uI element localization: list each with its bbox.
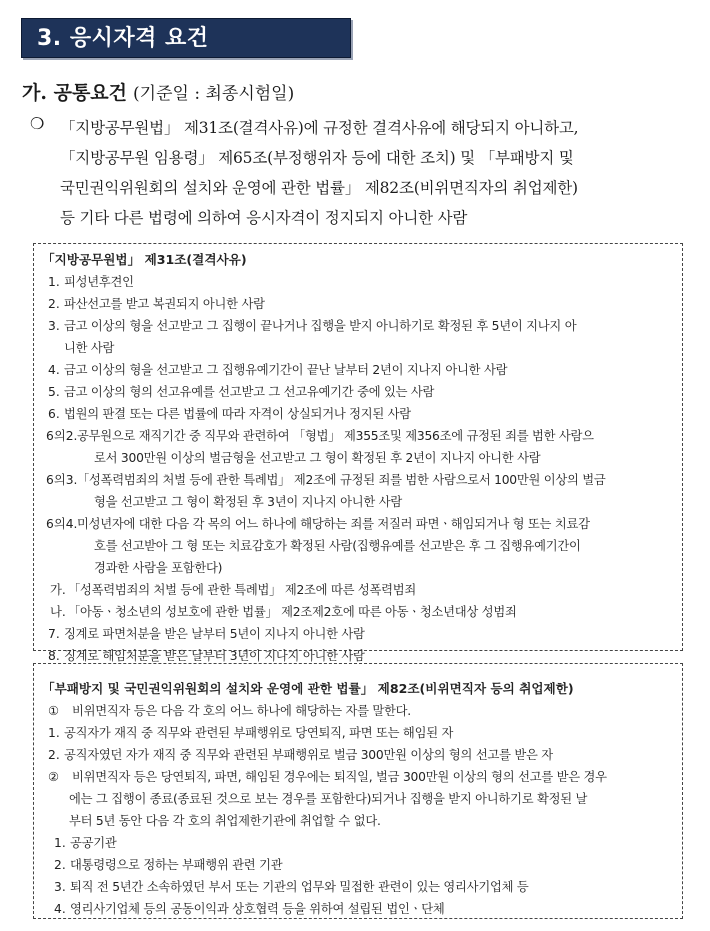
list-item [34,557,682,579]
box-title: 「지방공무원법」 제31조(결격사유) [42,252,247,267]
item-text: 에는 그 집행이 종료(종료된 것으로 보는 경우를 포함한다)되거나 집행을 받지 아니하기로 확정된 날 [69,792,588,806]
item-number: 4. [54,902,66,916]
item-number: 1. [48,726,60,740]
item-number: ② [48,770,60,784]
box-rows [34,271,682,667]
list-item [34,403,682,425]
item-text: 법원의 판결 또는 다른 법률에 따라 자격이 상실되거나 정지된 사람 [64,407,411,421]
item-number: 8. [48,649,60,663]
paragraph-line: 국민권익위원회의 설치와 운영에 관한 법률」 제82조(비위면직자의 취업제한) [60,179,578,197]
list-item [34,337,682,359]
list-item [34,722,682,744]
box-rows [34,700,682,920]
list-item [34,788,682,810]
list-item [34,491,682,513]
item-text: 공무원으로 재직기간 중 직무와 관련하여 「형법」 제355조및 제356조에 규정된 죄를 범한 사람으 [77,429,594,443]
item-text: 공공기관 [70,836,117,850]
item-number: 3. [48,319,60,333]
item-number: 6의4. [46,517,78,531]
paragraph-line: 「지방공무원 임용령」 제65조(부정행위자 등에 대한 조치) 및 「부패방지 및 [60,149,574,167]
item-text: 니한 사람 [64,341,115,355]
item-text: 금고 이상의 형을 선고받고 그 집행이 끝나거나 집행을 받지 아니하기로 확정된 후 5년이 지나지 아 [64,319,577,333]
list-item [34,513,682,535]
item-text: 피성년후견인 [64,275,134,289]
list-item [34,744,682,766]
item-number: 4. [48,363,60,377]
item-text: 금고 이상의 형의 선고유예를 선고받고 그 선고유예기간 중에 있는 사람 [64,385,435,399]
employment-restriction-box [33,663,683,919]
list-item [34,601,682,623]
item-number: 나. [50,605,66,619]
item-number: 5. [48,385,60,399]
item-text: 로서 300만원 이상의 벌금형을 선고받고 그 형이 확정된 후 2년이 지나지 아니한 사람 [94,451,541,465]
item-text: 파산선고를 받고 복권되지 아니한 사람 [64,297,265,311]
item-text: 「성폭력범죄의 처벌 등에 관한 특례법」 제2조에 규정된 죄를 범한 사람으로서 100만원 이상의 벌금 [77,473,606,487]
item-text: 「아동ㆍ청소년의 성보호에 관한 법률」 제2조제2호에 따른 아동ㆍ청소년대상 성범죄 [68,605,517,619]
section-title: 응시자격 요건 [69,26,209,51]
list-item [34,579,682,601]
item-number: 6의2. [46,429,78,443]
list-item [34,623,682,645]
list-item [34,832,682,854]
sub-heading-note: (기준일 : 최종시험일) [133,84,295,104]
box-title: 「부패방지 및 국민권익위원회의 설치와 운영에 관한 법률」 제82조(비위면직자 등의 취업제한) [42,681,574,696]
list-item [34,810,682,832]
item-number: 6. [48,407,60,421]
item-text: 미성년자에 대한 다음 각 목의 어느 하나에 해당하는 죄를 저질러 파면ㆍ해임되거나 형 또는 치료감 [77,517,590,531]
paragraph-line: 「지방공무원법」 제31조(결격사유)에 규정한 결격사유에 해당되지 아니하고, [60,119,579,137]
item-text: 호를 선고받아 그 형 또는 치료감호가 확정된 사람(집행유예를 선고받은 후 그 집행유예기간이 [94,539,581,553]
sub-heading-label: 가. 공통요건 [22,82,127,104]
list-item [34,381,682,403]
item-number: 6의3. [46,473,78,487]
item-text: 영리사기업체 등의 공동이익과 상호협력 등을 위하여 설립된 법인ㆍ단체 [70,902,445,916]
item-number: ① [48,704,60,718]
requirement-paragraph [30,113,700,233]
item-text: 공직자가 재직 중 직무와 관련된 부패행위로 당연퇴직, 파면 또는 해임된 자 [64,726,454,740]
item-number: 가. [50,583,66,597]
item-number: 3. [54,880,66,894]
list-item [34,359,682,381]
item-text: 대통령령으로 정하는 부패행위 관련 기관 [70,858,283,872]
item-number: 2. [48,297,60,311]
item-text: 형을 선고받고 그 형이 확정된 후 3년이 지나지 아니한 사람 [94,495,402,509]
list-item [34,271,682,293]
list-item [34,898,682,920]
list-item [34,700,682,722]
item-text: 비위면직자 등은 당연퇴직, 파면, 해임된 경우에는 퇴직일, 벌금 300만원 이상의 형의 선고를 받은 경우 [72,770,607,784]
item-text: 비위면직자 등은 다음 각 호의 어느 하나에 해당하는 자를 말한다. [72,704,411,718]
section-number: 3. [37,26,62,51]
section-header [21,18,351,58]
item-text: 경과한 사람을 포함한다) [94,561,223,575]
list-item [34,293,682,315]
item-text: 징계로 해임처분을 받은 날부터 3년이 지나지 아니한 사람 [64,649,365,663]
item-number: 2. [54,858,66,872]
circle-bullet-icon: ❍ [30,114,45,133]
item-text: 금고 이상의 형을 선고받고 그 집행유예기간이 끝난 날부터 2년이 지나지 아니한 사람 [64,363,508,377]
list-item [34,447,682,469]
list-item [34,876,682,898]
item-number: 1. [48,275,60,289]
item-text: 징계로 파면처분을 받은 날부터 5년이 지나지 아니한 사람 [64,627,365,641]
list-item [34,535,682,557]
list-item [34,469,682,491]
item-number: 1. [54,836,66,850]
item-text: 공직자였던 자가 재직 중 직무와 관련된 부패행위로 벌금 300만원 이상의 형의 선고를 받은 자 [64,748,553,762]
item-text: 퇴직 전 5년간 소속하였던 부서 또는 기관의 업무와 밀접한 관련이 있는 영리사기업체 등 [70,880,529,894]
item-number: 2. [48,748,60,762]
paragraph-line: 등 기타 다른 법령에 의하여 응시자격이 정지되지 아니한 사람 [60,209,468,227]
disqualification-box [33,243,683,663]
item-text: 부터 5년 동안 다음 각 호의 취업제한기관에 취업할 수 없다. [69,814,381,828]
list-item [34,425,682,447]
item-text: 「성폭력범죄의 처벌 등에 관한 특례법」 제2조에 따른 성폭력범죄 [68,583,416,597]
list-item [34,854,682,876]
item-number: 7. [48,627,60,641]
list-item [34,766,682,788]
list-item [34,315,682,337]
sub-heading [22,78,294,105]
